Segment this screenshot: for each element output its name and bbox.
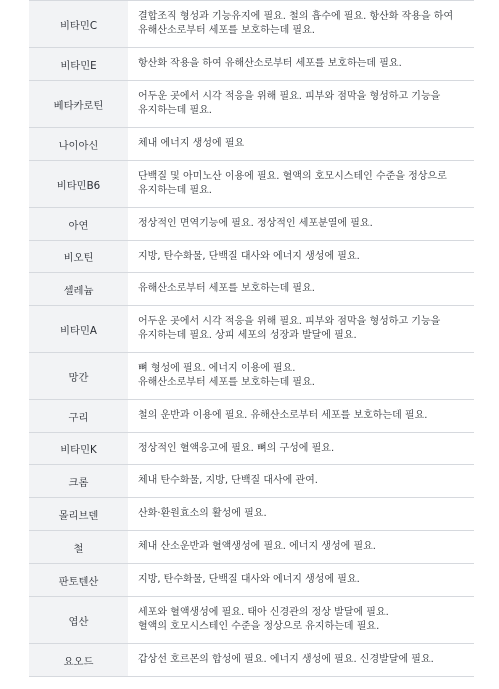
nutrient-name: 구리 [29,400,128,432]
nutrient-description: 갑상선 호르몬의 합성에 필요. 에너지 생성에 필요. 신경발달에 필요. [138,654,434,665]
nutrient-description: 뼈 형성에 필요. 에너지 이용에 필요. 유해산소로부터 세포를 보호하는데 필요. [138,363,315,388]
table-row [29,564,474,597]
nutrient-table [29,0,474,677]
nutrient-description: 지방, 탄수화물, 단백질 대사와 에너지 생성에 필요. [138,250,360,262]
nutrient-name: 셀레늄 [29,273,128,305]
nutrient-description: 세포와 혈액생성에 필요. 태아 신경관의 정상 발달에 필요. 혈액의 호모시스테인 수준을 정상으로 유지하는데 필요. [138,607,389,632]
nutrient-name: 베타카로틴 [29,81,128,127]
table-row [29,81,474,128]
nutrient-name: 비오틴 [29,241,128,272]
nutrient-description: 정상적인 면역기능에 필요. 정상적인 세포분열에 필요. [138,218,373,229]
nutrient-description: 산화·환원효소의 활성에 필요. [138,508,267,519]
table-row [29,273,474,306]
nutrient-name: 엽산 [29,597,128,643]
table-row [29,1,474,48]
nutrient-name: 비타민C [29,1,128,47]
table-row [29,498,474,531]
nutrient-description: 어두운 곳에서 시각 적응을 위해 필요. 피부와 점막을 형성하고 기능을 유지하는데 필요. 상피 세포의 성장과 발달에 필요. [138,316,441,341]
nutrient-description: 항산화 작용을 하여 유해산소로부터 세포를 보호하는데 필요. [138,58,402,69]
table-row [29,433,474,465]
table-row [29,597,474,644]
nutrient-name: 아연 [29,208,128,240]
nutrient-description: 체내 산소운반과 혈액생성에 필요. 에너지 생성에 필요. [138,541,376,552]
table-row [29,208,474,241]
nutrient-description: 철의 운반과 이용에 필요. 유해산소로부터 세포를 보호하는데 필요. [138,410,428,421]
nutrient-name: 비타민E [29,48,128,80]
table-row [29,48,474,81]
nutrient-name: 크롬 [29,465,128,497]
nutrient-description: 단백질 및 아미노산 이용에 필요. 혈액의 호모시스테인 수준을 정상으로 유지하는데 필요. [138,171,447,196]
table-row [29,161,474,208]
nutrient-name: 나이아신 [29,128,128,160]
nutrient-name: 비타민A [29,306,128,352]
nutrient-description: 어두운 곳에서 시각 적응을 위해 필요. 피부와 점막을 형성하고 기능을 유지하는데 필요. [138,91,441,116]
nutrient-description: 지방, 탄수화물, 단백질 대사와 에너지 생성에 필요. [138,574,360,585]
table-row [29,531,474,564]
nutrient-name: 비타민B6 [29,161,128,207]
nutrient-description: 체내 에너지 생성에 필요 [138,138,245,149]
nutrient-description: 정상적인 혈액응고에 필요. 뼈의 구성에 필요. [138,442,335,454]
nutrient-description: 유해산소로부터 세포를 보호하는데 필요. [138,283,315,294]
nutrient-name: 철 [29,531,128,563]
nutrient-description: 결합조직 형성과 기능유지에 필요. 철의 흡수에 필요. 항산화 작용을 하여 유해산소로부터 세포를 보호하는데 필요. [138,11,454,36]
table-row [29,465,474,498]
nutrient-name: 몰리브덴 [29,498,128,530]
nutrient-description: 체내 탄수화물, 지방, 단백질 대사에 관여. [138,475,318,486]
table-row [29,644,474,677]
table-row [29,306,474,353]
table-row [29,353,474,400]
nutrient-name: 비타민K [29,433,128,464]
nutrient-name: 망간 [29,353,128,399]
table-row [29,241,474,273]
table-row [29,400,474,433]
nutrient-name: 판토텐산 [29,564,128,596]
nutrient-name: 요오드 [29,644,128,676]
table-row [29,128,474,161]
